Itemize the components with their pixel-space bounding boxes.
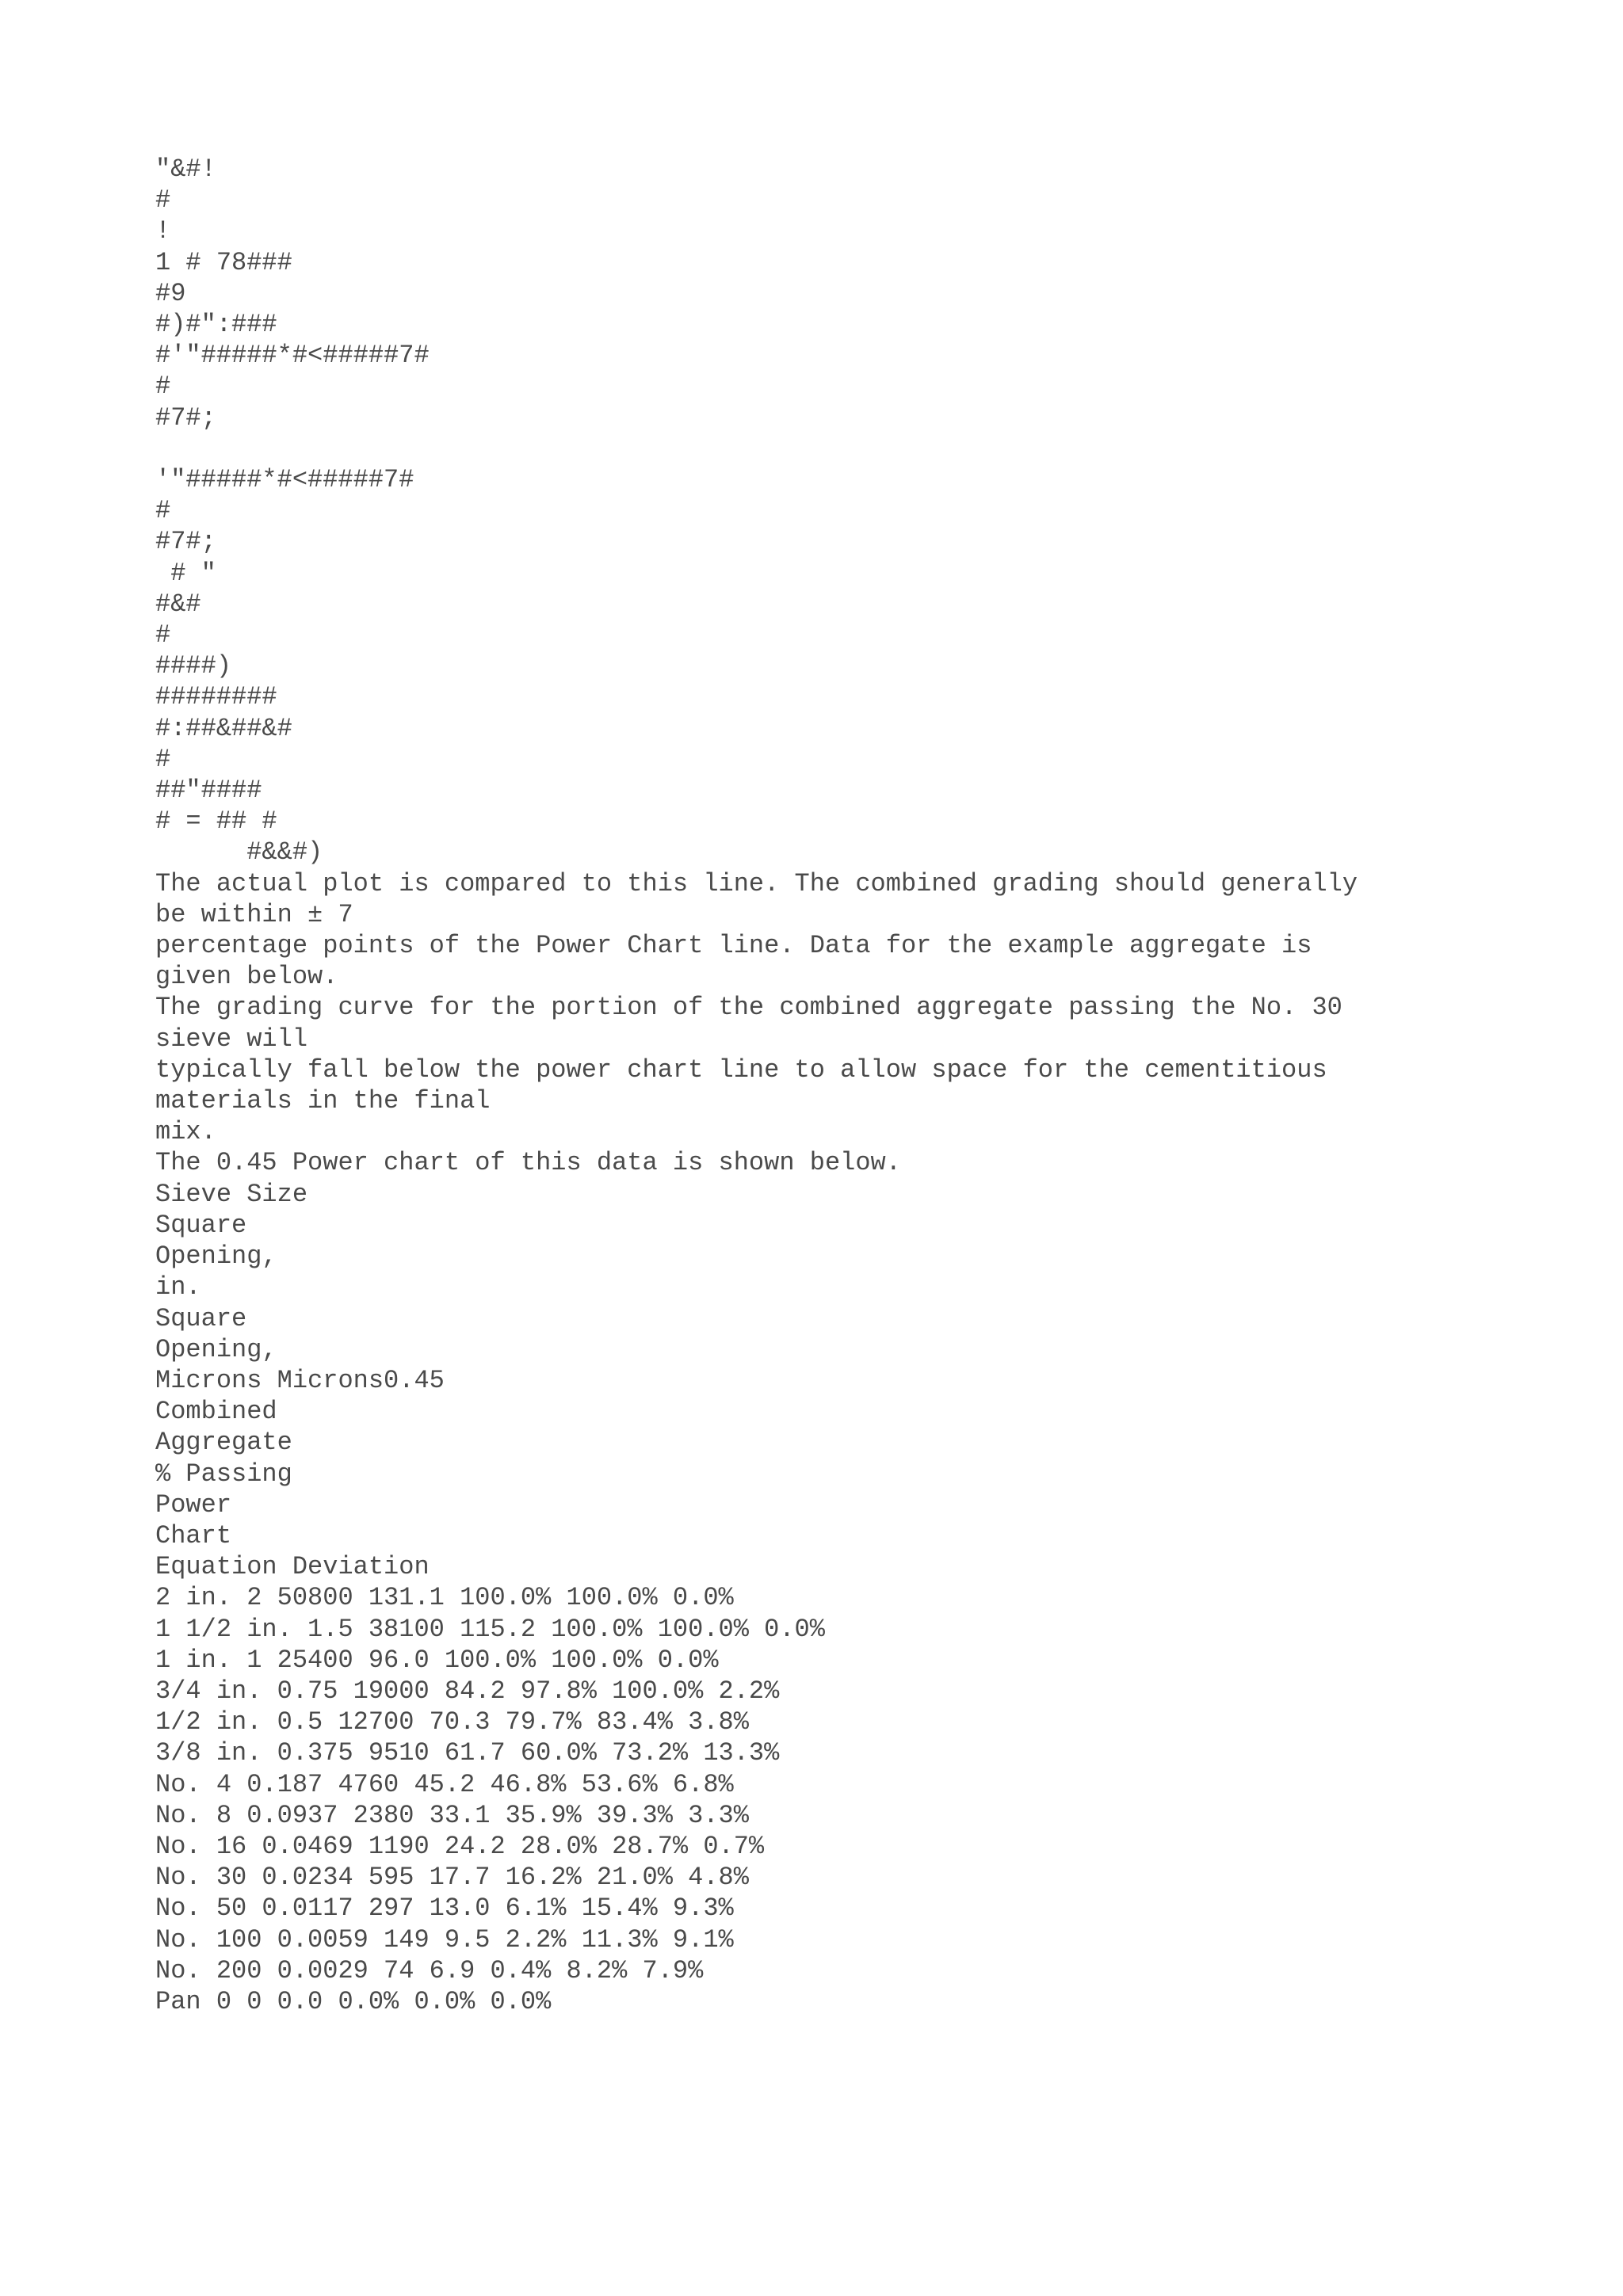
table-row: 1 1/2 in. 1.5 38100 115.2 100.0% 100.0% 0.0% (155, 1614, 825, 1644)
text-line: # (155, 372, 171, 402)
table-row: 2 in. 2 50800 131.1 100.0% 100.0% 0.0% (155, 1583, 734, 1613)
table-row: No. 4 0.187 4760 45.2 46.8% 53.6% 6.8% (155, 1769, 734, 1799)
text-line: #7#; (155, 402, 216, 433)
text-line: "&#! (155, 154, 216, 184)
table-header-line: Combined (155, 1397, 277, 1427)
table-header-line: Square (155, 1303, 247, 1333)
paragraph-line: materials in the final (155, 1086, 491, 1116)
text-line: '"#####*#<#####7# (155, 465, 414, 495)
table-row: 3/4 in. 0.75 19000 84.2 97.8% 100.0% 2.2% (155, 1676, 780, 1706)
text-line: #:##&##&# (155, 713, 292, 743)
table-row: No. 8 0.0937 2380 33.1 35.9% 39.3% 3.3% (155, 1800, 749, 1830)
text-line: # (155, 744, 171, 774)
table-header-line: Microns Microns0.45 (155, 1365, 445, 1395)
table-header-line: Equation Deviation (155, 1552, 430, 1582)
table-header-line: % Passing (155, 1459, 292, 1489)
table-row: 3/8 in. 0.375 9510 61.7 60.0% 73.2% 13.3% (155, 1738, 780, 1768)
text-line: # (155, 185, 171, 215)
text-line: 1 # 78### (155, 247, 292, 277)
text-line: #&&#) (155, 837, 323, 868)
paragraph-line: percentage points of the Power Chart line. Data for the example aggregate is (155, 931, 1312, 961)
text-line: ##"#### (155, 776, 262, 806)
text-line: # = ## # (155, 807, 277, 837)
paragraph-line: The grading curve for the portion of the combined aggregate passing the No. 30 (155, 993, 1342, 1023)
table-row: 1 in. 1 25400 96.0 100.0% 100.0% 0.0% (155, 1645, 719, 1675)
text-line: ######## (155, 682, 277, 712)
table-header-line: Opening, (155, 1334, 277, 1364)
blank-line (155, 433, 1566, 464)
paragraph-line: be within ± 7 (155, 899, 353, 929)
table-row: No. 16 0.0469 1190 24.2 28.0% 28.7% 0.7% (155, 1831, 765, 1861)
document-page (155, 154, 1566, 2017)
paragraph-line: typically fall below the power chart line to allow space for the cementitious (155, 1055, 1327, 1085)
paragraph-line: sieve will (155, 1024, 308, 1054)
table-header-line: in. (155, 1272, 201, 1302)
text-line: #'"#####*#<#####7# (155, 341, 430, 371)
text-line: #9 (155, 278, 186, 308)
table-header-line: Chart (155, 1520, 232, 1550)
paragraph-line: mix. (155, 1117, 216, 1147)
text-line: ####) (155, 651, 232, 681)
text-line: #7#; (155, 527, 216, 557)
text-line: # (155, 620, 171, 650)
text-line: #&# (155, 589, 201, 619)
text-line: # (155, 496, 171, 526)
table-row: No. 100 0.0059 149 9.5 2.2% 11.3% 9.1% (155, 1924, 734, 1955)
text-line: #)#":### (155, 310, 277, 340)
table-header-line: Opening, (155, 1241, 277, 1272)
table-row: No. 50 0.0117 297 13.0 6.1% 15.4% 9.3% (155, 1894, 734, 1924)
table-header-line: Square (155, 1210, 247, 1240)
text-line: # " (155, 558, 216, 588)
paragraph-line: The 0.45 Power chart of this data is shown below. (155, 1148, 901, 1178)
table-header-line: Sieve Size (155, 1179, 308, 1209)
table-row: No. 30 0.0234 595 17.7 16.2% 21.0% 4.8% (155, 1863, 749, 1893)
paragraph-line: The actual plot is compared to this line. The combined grading should generally (155, 868, 1358, 898)
table-header-line: Aggregate (155, 1428, 292, 1458)
paragraph-line: given below. (155, 962, 338, 992)
table-row: Pan 0 0 0.0 0.0% 0.0% 0.0% (155, 1986, 552, 2016)
text-line: ! (155, 216, 171, 246)
table-row: No. 200 0.0029 74 6.9 0.4% 8.2% 7.9% (155, 1955, 704, 1985)
table-row: 1/2 in. 0.5 12700 70.3 79.7% 83.4% 3.8% (155, 1707, 749, 1737)
table-header-line: Power (155, 1489, 232, 1520)
